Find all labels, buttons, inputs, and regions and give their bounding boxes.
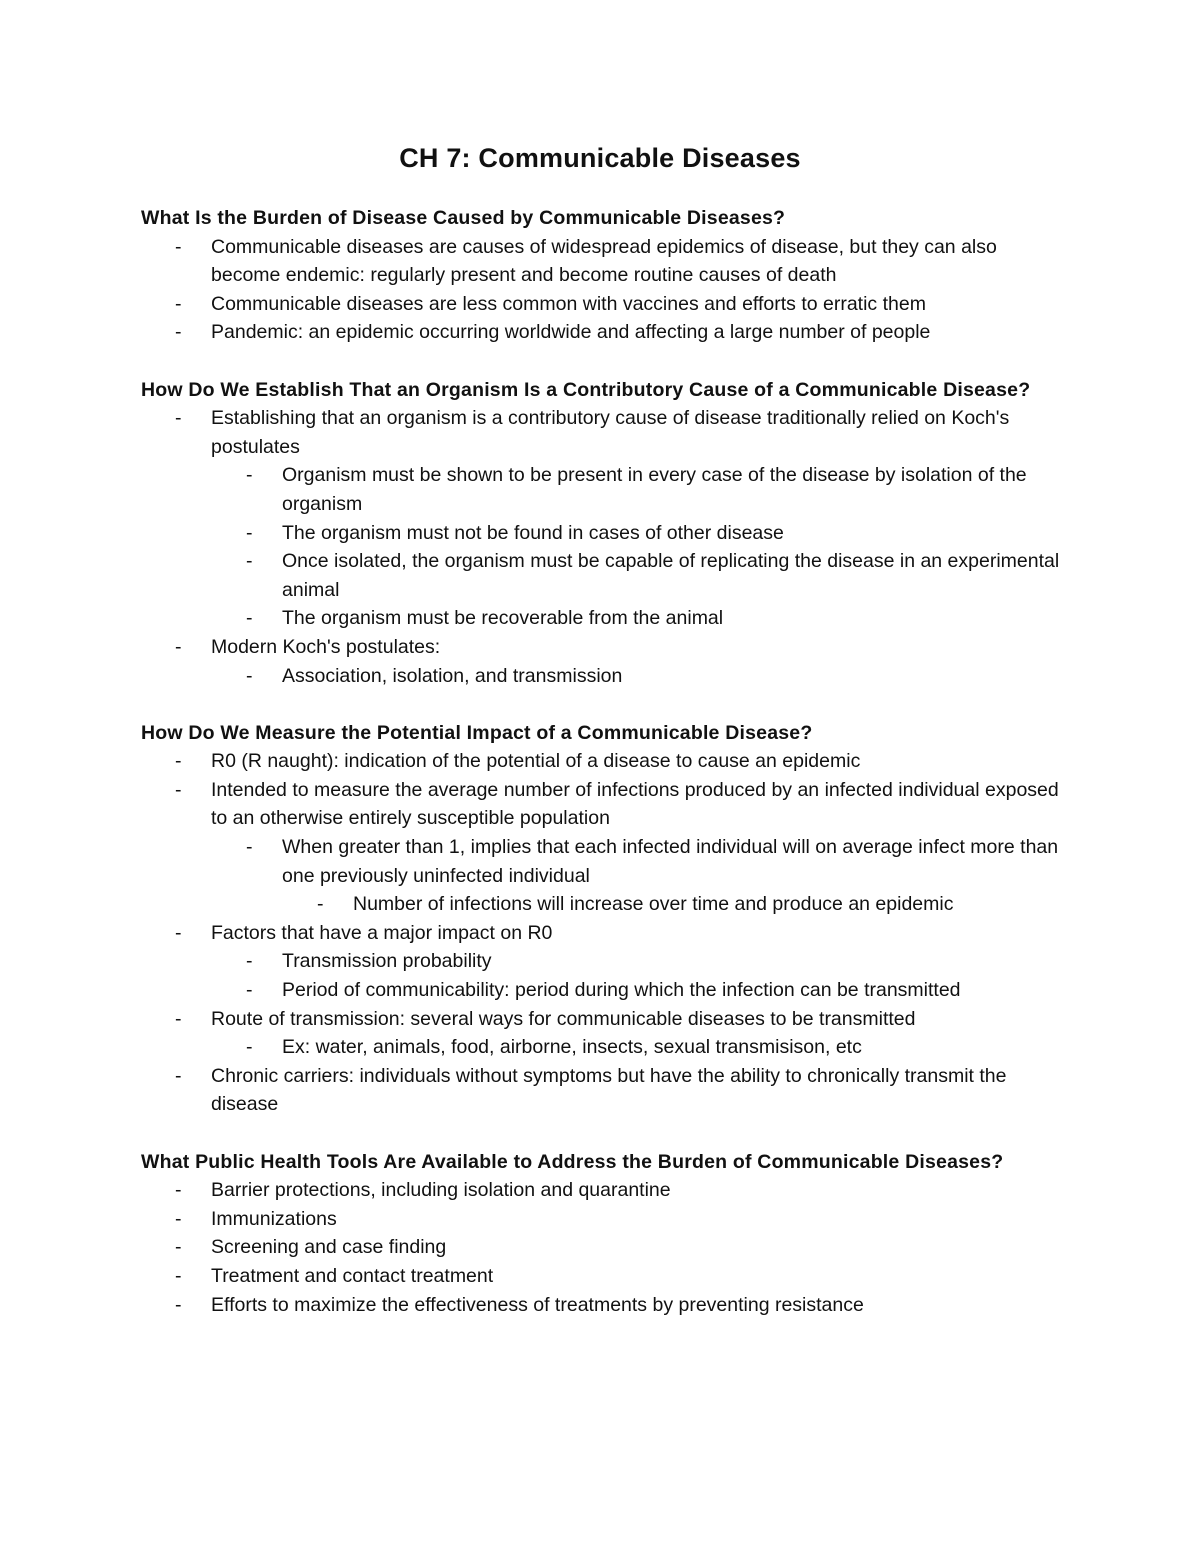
list-item [141,1262,1071,1291]
list-item-text: Pandemic: an epidemic occurring worldwide and affecting a large number of people [211,321,931,344]
section-heading: How Do We Measure the Potential Impact of a Communicable Disease? [141,721,813,744]
bullet-list [141,1176,1071,1319]
bullet-dash: - [175,1007,182,1030]
bullet-dash: - [246,550,253,573]
list-item [141,1176,1071,1205]
bullet-list [141,404,1071,690]
bullet-dash: - [175,778,182,801]
list-item-text: Ex: water, animals, food, airborne, insects, sexual transmisison, etc [282,1036,862,1059]
bullet-dash: - [175,750,182,773]
list-item-text: Intended to measure the average number of infections produced by an infected individual exposed to an otherwise entirely susceptible population [211,778,1059,830]
bullet-list [141,747,1071,1119]
list-item-text: Establishing that an organism is a contributory cause of disease traditionally relied on Koch's postulates [211,407,1010,458]
list-item-text: R0 (R naught): indication of the potential of a disease to cause an epidemic [211,750,861,773]
list-item [141,633,1071,662]
section-spacer [141,1119,1071,1148]
list-item [141,318,1071,347]
list-item [141,547,1071,604]
bullet-dash: - [246,979,253,1002]
list-item-text: Modern Koch's postulates: [211,635,441,658]
bullet-dash: - [175,321,182,344]
list-item-text: Organism must be shown to be present in every case of the disease by isolation of the organism [282,464,1027,515]
bullet-dash: - [175,1207,182,1230]
bullet-dash: - [246,521,253,544]
bullet-dash: - [246,664,253,687]
list-item [141,1205,1071,1234]
list-item [141,233,1071,290]
list-item [141,919,1071,948]
list-item-text: Efforts to maximize the effectiveness of treatments by preventing resistance [211,1293,864,1316]
bullet-dash: - [175,235,182,258]
list-item-text: Factors that have a major impact on R0 [211,921,553,944]
bullet-dash: - [246,950,253,973]
section [141,204,1071,347]
list-item-text: Communicable diseases are less common with vaccines and efforts to erratic them [211,292,926,315]
bullet-dash: - [246,464,253,487]
list-item-text: The organism must not be found in cases of other disease [282,521,784,544]
list-item [141,890,1071,919]
section-heading: What Public Health Tools Are Available to Address the Burden of Communicable Diseases? [141,1150,1004,1173]
list-item [141,976,1071,1005]
bullet-dash: - [246,1036,253,1059]
list-item-text: Once isolated, the organism must be capable of replicating the disease in an experimental animal [282,550,1060,601]
bullet-dash: - [175,1293,182,1316]
list-item [141,290,1071,319]
list-item-text: The organism must be recoverable from the animal [282,607,724,630]
list-item [141,1291,1071,1320]
document-body [141,204,1071,1319]
list-item-text: Screening and case finding [211,1236,447,1259]
list-item [141,519,1071,548]
list-item [141,833,1071,890]
list-item [141,604,1071,633]
bullet-dash: - [175,1264,182,1287]
list-item [141,1233,1071,1262]
list-item-text: Chronic carriers: individuals without symptoms but have the ability to chronically transmit the disease [211,1064,1007,1116]
bullet-list [141,233,1071,347]
bullet-dash: - [175,1064,182,1087]
list-item-text: Immunizations [211,1207,337,1230]
list-item [141,1005,1071,1034]
bullet-dash: - [246,836,253,859]
section [141,719,1071,1119]
section-spacer [141,690,1071,719]
list-item-text: Communicable diseases are causes of widespread epidemics of disease, but they can also become endemic: regularly present and become routine causes of death [211,235,997,287]
section [141,376,1071,691]
bullet-dash: - [175,1236,182,1259]
section-heading: How Do We Establish That an Organism Is a Contributory Cause of a Communicable Disease? [141,378,1031,401]
bullet-dash: - [175,635,182,658]
section-heading: What Is the Burden of Disease Caused by Communicable Diseases? [141,207,786,229]
bullet-dash: - [175,292,182,315]
bullet-dash: - [175,921,182,944]
list-item-text: Barrier protections, including isolation and quarantine [211,1179,671,1202]
document-title: CH 7: Communicable Diseases [399,143,801,173]
list-item [141,662,1071,691]
bullet-dash: - [317,893,324,916]
bullet-dash: - [175,407,182,430]
section [141,1148,1071,1320]
list-item-text: Number of infections will increase over time and produce an epidemic [353,893,954,916]
bullet-dash: - [175,1179,182,1202]
list-item [141,747,1071,776]
list-item [141,776,1071,833]
list-item [141,947,1071,976]
list-item [141,461,1071,518]
list-item-text: When greater than 1, implies that each infected individual will on average infect more than one previously uninfected individual [282,836,1059,887]
list-item-text: Route of transmission: several ways for communicable diseases to be transmitted [211,1007,916,1030]
section-spacer [141,347,1071,376]
list-item [141,1062,1071,1119]
list-item [141,404,1071,461]
list-item-text: Treatment and contact treatment [211,1264,494,1287]
bullet-dash: - [246,607,253,630]
list-item-text: Association, isolation, and transmission [282,664,623,687]
list-item [141,1033,1071,1062]
list-item-text: Transmission probability [282,950,492,973]
list-item-text: Period of communicability: period during which the infection can be transmitted [282,979,961,1002]
